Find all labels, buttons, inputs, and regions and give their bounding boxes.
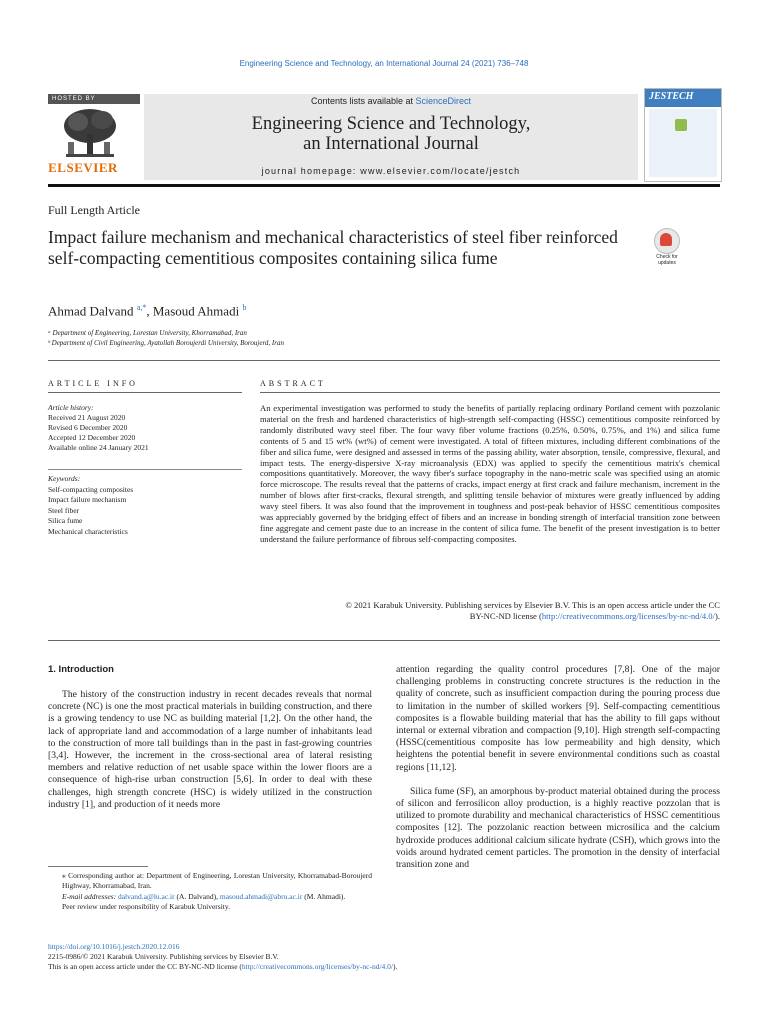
email-link-dalvand[interactable]: dalvand.a@lu.ac.ir [117, 891, 175, 901]
journal-homepage[interactable]: journal homepage: www.elsevier.com/locate/jestch [261, 166, 521, 176]
section-rule [48, 640, 720, 641]
abstract-heading: ABSTRACT [260, 379, 326, 388]
keyword: Steel fiber [48, 505, 80, 515]
history-received: Received 21 August 2020 [48, 413, 126, 422]
corresponding-author-note: ⁎ Corresponding author at: Department of Engineering, Lorestan University, Khorramabad-Boroujerd Highway, Khorramabad, Iran. [62, 871, 372, 891]
article-type: Full Length Article [48, 203, 140, 217]
check-for-updates-button[interactable] [648, 228, 686, 268]
copyright-line-1: © 2021 Karabuk University. Publishing services by Elsevier B.V. This is an open access article under the CC [345, 600, 720, 610]
sciencedirect-link[interactable]: ScienceDirect [415, 96, 472, 106]
email-link-ahmadi[interactable]: masoud.ahmadi@abru.ac.ir [219, 891, 303, 901]
journal-citation-line[interactable]: Engineering Science and Technology, an International Journal 24 (2021) 736–748 [239, 59, 529, 68]
author-name[interactable]: Ahmad Dalvand [48, 303, 134, 319]
email-owner: (A. Dalvand), [174, 891, 220, 901]
article-history [48, 403, 242, 453]
abstract-copyright [260, 600, 720, 622]
abstract-rule [260, 392, 720, 393]
journal-title-line-1: Engineering Science and Technology, [251, 114, 531, 134]
elsevier-wordmark: ELSEVIER [48, 160, 118, 175]
license-link[interactable]: http://creativecommons.org/licenses/by-nc-nd/4.0/ [541, 610, 715, 621]
keyword: Impact failure mechanism [48, 495, 127, 504]
author-list: Ahmad Dalvand $^{a,*}$, Masoud Ahmadi $^b$ [48, 303, 247, 319]
history-online: Available online 24 January 2021 [48, 443, 149, 452]
author-affiliation-marker[interactable]: a,* [136, 303, 147, 312]
copyright-line-2 [260, 611, 720, 622]
journal-title [144, 114, 638, 154]
intro-paragraph-1-continued: attention regarding the quality control procedures [7,8]. One of the major challenging problems in constructing concrete structures is the reduction in the quality of concrete, such as insufficient compaction during the pouring process due to limitation in the number of skilled workers [9]. Self-compacting cementitious composites is a flowable building material that has the ability to fill gaps without internal or external vibration and compaction [9,10]. High strength self-compacting (HSSC(cementitious composite has low permeability and high density, which heightens the potential benefit in severe environmental conditions such as coastal regions [11,12]. [396, 664, 720, 773]
page-bottom-info [48, 942, 720, 973]
affiliation-a: ᵃ Department of Engineering, Lorestan University, Khorramabad, Iran [48, 329, 247, 337]
copyright-prefix: BY-NC-ND license ( [469, 610, 542, 621]
elsevier-logo-block[interactable] [48, 94, 140, 180]
body-column-left [48, 689, 372, 811]
article-info-heading: ARTICLE INFO [48, 379, 138, 388]
abstract-text: An experimental investigation was performed to study the benefits of partially replacing ordinary Portland cement with pozzolanic material on the fresh and hardened characteristics of high-strength self-compacting (HSSC) cementitious composite reinforced by randomly distributed wavy steel fiber. The four wavy fiber volume fractions (0.25%, 0.50%, 0.75%, and 1%) and silica fume contents of 5 and 15 wt% (wt%) of cement were investigated. A total of fifteen mixtures, including different combinations of the fiber and silica fume, were designed and assessed in terms of the passing ability, water absorption, tensile, compressive, flexural, and impact tests. The energy-dispersive X-ray microanalysis (EDX) was applied to specify the cementitious matrix's chemical compositions quantitatively. Moreover, the wavy fiber's surface topography in the nano-metric scale was specified using an atomic force microscope. The results reveal that the patterns of cracks, impact energy at first crack and failure mechanism, increment in the number of blows after first-cracks, flexural strength, and splitting tensile behavior of mixtures were greatly influenced by adding wavy steel fibers. It was also found that the improvement in toughness and post-peak behavior of HSSC cementitious composites was appreciably governed by the bridging effect of fibers and an increase in bonding strength of interfacial transition zone between fine aggregate and cement paste due to an increase in the content of silica fume. The benefit of the present investigation is to better understand the failure performance of fibrous self-compacting composites. [260, 403, 720, 544]
footnote-rule [48, 866, 148, 867]
keyword: Mechanical characteristics [48, 526, 128, 536]
author-affiliation-marker[interactable]: b [242, 303, 247, 312]
keyword: Silica fume [48, 516, 83, 525]
article-info-rule [48, 392, 242, 393]
issn-line: 2215-0986/© 2021 Karabuk University. Publishing services by Elsevier B.V. [48, 952, 279, 962]
cover-emblem-icon [675, 119, 687, 131]
footnotes [48, 871, 372, 912]
email-label: E-mail addresses: [62, 891, 118, 901]
doi-link[interactable]: https://doi.org/10.1016/j.jestch.2020.12.016 [48, 942, 180, 951]
open-access-line [48, 962, 720, 972]
oa-suffix: ). [392, 962, 398, 972]
history-label: Article history: [48, 403, 94, 412]
introduction-heading: 1. Introduction [48, 664, 114, 675]
oa-prefix: This is an open access article under the CC BY-NC-ND license ( [48, 962, 242, 972]
keywords-block [48, 474, 242, 537]
affiliation-rule [48, 360, 720, 361]
elsevier-tree-icon [60, 106, 120, 160]
email-owner: (M. Ahmadi). [304, 891, 346, 901]
header-rule [48, 184, 720, 187]
contents-prefix: Contents lists available at [310, 96, 416, 106]
crossmark-label: Check for updates [656, 254, 678, 266]
history-revised: Revised 6 December 2020 [48, 423, 128, 432]
affiliations [48, 328, 284, 348]
intro-paragraph-1: The history of the construction industry in recent decades reveals that normal concrete (NC) is one the most practical materials in building construction, and there is a growing tendency to use NC as building material [1,2]. On the other hand, the lack of appropriate land and accommodation of a large number of inhabitants lead to the construction of more tall buildings than in the past in fast-growing countries [3,4]. However, the increment in the cross-sectional area of lateral resisting members and relative reduction of net usable space within the lower floors are a consequence of high-rise urban construction [5,6]. In order to deal with these challenges, high strength concrete (HSC) is widely utilized in the construction industry [1], and production of it needs more [48, 689, 372, 810]
peer-review-note: Peer review under responsibility of Karabuk University. [62, 901, 231, 911]
email-addresses [48, 892, 372, 902]
journal-title-line-2: an International Journal [303, 134, 479, 154]
hosted-by-label: HOSTED BY [48, 94, 140, 104]
contents-line [144, 94, 638, 106]
affiliation-b: ᵇ Department of Civil Engineering, Ayatollah Boroujerdi University, Boroujerd, Iran [48, 339, 284, 347]
author-name[interactable]: Masoud Ahmadi [152, 303, 240, 319]
journal-header-banner [144, 94, 638, 180]
keywords-label: Keywords: [48, 474, 81, 483]
intro-paragraph-2: Silica fume (SF), an amorphous by-product material obtained during the process of silicon and ferrosilicon alloy production, is a highly reactive pozzolan that is utilized to promote durability and mechanical characteristics of HSSC cementitious composites [12]. The pozzolanic reaction between microsilica and the calcium hydroxide produces additional calcium silicate hydrate (CSH), which grows into the voids around hydrated cement particles. The promotion in the density of interfacial transition zone and [396, 785, 720, 871]
keyword: Self-compacting composites [48, 484, 134, 494]
body-column-right [396, 664, 720, 871]
cover-journal-name: JESTECH [649, 91, 694, 102]
history-accepted: Accepted 12 December 2020 [48, 433, 136, 442]
article-title: Impact failure mechanism and mechanical characteristics of steel fiber reinforced self-compacting cementitious composites containing silica fume [48, 227, 618, 268]
copyright-suffix: ). [714, 610, 720, 621]
oa-license-link[interactable]: http://creativecommons.org/licenses/by-nc-nd/4.0/ [241, 962, 393, 972]
keywords-rule [48, 469, 242, 470]
crossmark-icon [660, 233, 672, 246]
journal-cover-thumbnail[interactable] [644, 88, 722, 182]
